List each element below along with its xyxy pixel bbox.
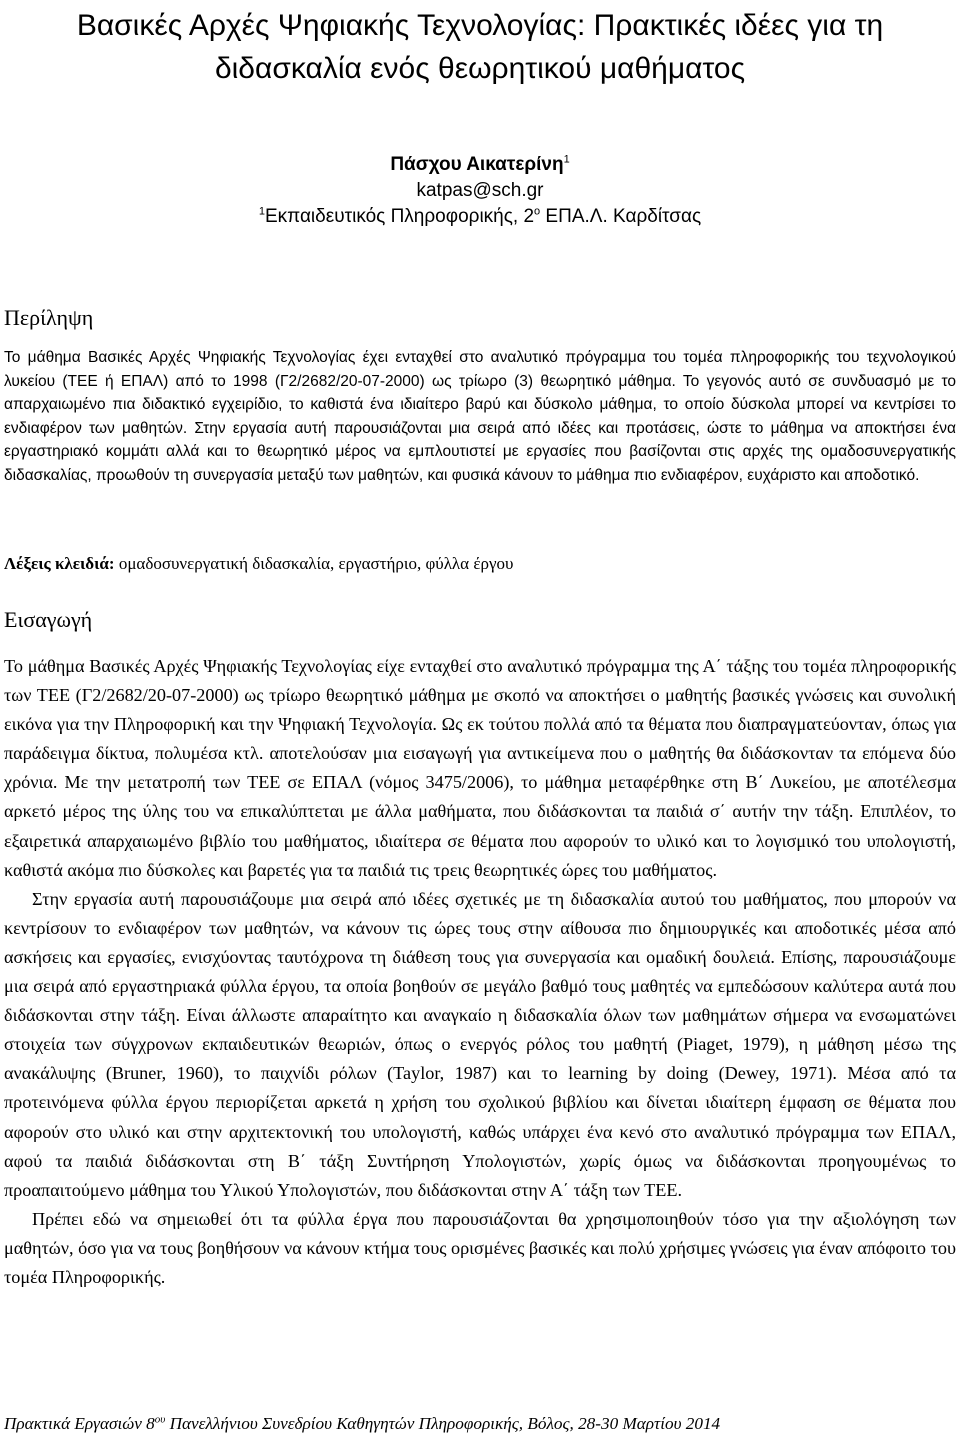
intro-paragraph-2: Στην εργασία αυτή παρουσιάζουμε μια σειρά από ιδέες σχετικές με τη διδασκαλία αυτού του μαθήματος, που μπορούν να κεντρίσουν το ενδιαφέρον των μαθητών, να κάνουν τις ώρες τους στην αίθουσα πιο δημιουργικές και αποδοτικές μέσα από ασκήσεις και εργασίες, ενισχύοντας ταυτόχρονα τη διάθεση τους για συνεργασία και ομαδική δουλειά. Επίσης, παρουσιάζουμε μια σειρά από εργαστηριακά φύλλα έργου, τα οποία βοηθούν σε μεγάλο βαθμό τους μαθητές να εμπεδώσουν καλύτερα αυτά που διδάσκονται στην τάξη. Είναι άλλωστε απαραίτητο και αναγκαίο η διδασκαλία όλων των μαθημάτων σήμερα να ενσωματώνει στοιχεία των σύγχρονων εκπαιδευτικών θεωριών, όπως ο ενεργός ρόλος του μαθητή (Piaget, 1979), η μάθηση μέσω της ανακάλυψης (Bruner, 1960), το παιχνίδι ρόλων (Taylor, 1987) και το learning by doing (Dewey, 1971). Μέσα από τα προτεινόμενα φύλλα έργου περιορίζεται αρκετά η χρήση του σχολικού βιβλίου και δίνεται ιδιαίτερη έμφαση σε θέματα που αφορούν στο υλικό και στην αρχιτεκτονική του υπολογιστή, καθώς υπάρχει ένα κενό στο αναλυτικό πρόγραμμα των ΕΠΑΛ, αφού τα παιδιά διδάσκονται στη Β΄ τάξη Συντήρηση Υπολογιστών, χωρίς όμως να διδάσκονται προηγουμένως το προαπαιτούμενο μάθημα του Υλικού Υπολογιστών, που διδάσκονται στην Α΄ τάξη των ΤΕΕ. — [4, 888, 956, 1200]
author-email: katpas@sch.gr — [416, 180, 544, 201]
affiliation-school: ΕΠΑ.Λ. Καρδίτσας — [540, 206, 702, 227]
introduction-body — [4, 652, 956, 1292]
keywords-text: ομαδοσυνεργατική διδασκαλία, εργαστήριο, φύλλα έργου — [114, 554, 514, 573]
affiliation-mark: 1 — [563, 153, 570, 166]
ordinal-superscript: ο — [534, 205, 541, 218]
page-footer — [4, 1412, 956, 1436]
abstract-heading: Περίληψη — [4, 305, 94, 330]
abstract-text: Το μάθημα Βασικές Αρχές Ψηφιακής Τεχνολογίας έχει ενταχθεί στο αναλυτικό πρόγραμμα του τομέα πληροφορικής του τεχνολογικού λυκείου (ΤΕΕ ή ΕΠΑΛ) από το 1998 (Γ2/2682/20-07-2000) ως τρίωρο (3) θεωρητικό μάθημα. Το γεγονός αυτό σε συνδυασμό με το απαρχαιωμένο πια διδακτικό εγχειρίδιο, το καθιστά ένα ιδιαίτερο βαρύ και δύσκολο μάθημα, το οποίο δύσκολα μπορεί να κεντρίσει το ενδιαφέρον των μαθητών. Στην εργασία αυτή παρουσιάζονται μια σειρά από ιδέες και προτάσεις, ώστε το μάθημα να αποκτήσει ένα εργαστηριακό κομμάτι αλλά και το θεωρητικό μέρος να εμπλουτιστεί με εργασίες που βασίζονται στις αρχές της ομαδοσυνεργατικής διδασκαλίας, προωθούν τη συνεργασία μεταξύ των μαθητών, και φυσικά κάνουν το μάθημα πιο ενδιαφέρον, ευχάριστο και αποδοτικό. — [4, 349, 956, 484]
paper-title: Βασικές Αρχές Ψηφιακής Τεχνολογίας: Πρακτικές ιδέες για τη διδασκαλία ενός θεωρητικού μαθήματος — [76, 9, 884, 85]
author-line — [0, 152, 960, 178]
footer-text: Πρακτικά Εργασιών 8 — [4, 1414, 155, 1433]
footer-text-rest: Πανελλήνιου Συνεδρίου Καθηγητών Πληροφορικής, Βόλος, 28-30 Μαρτίου 2014 — [165, 1414, 721, 1433]
affiliation-mark-ref: 1 — [258, 205, 265, 218]
affiliation-text: Εκπαιδευτικός Πληροφορικής, 2 — [264, 206, 535, 227]
footer-superscript: ου — [154, 1413, 166, 1426]
introduction-heading: Εισαγωγή — [4, 607, 93, 632]
author-affiliation — [0, 204, 960, 230]
author-name: Πάσχου Αικατερίνη — [390, 154, 564, 175]
intro-paragraph-3: Πρέπει εδώ να σημειωθεί ότι τα φύλλα έργα που παρουσιάζονται θα χρησιμοποιηθούν τόσο για την αξιολόγηση των μαθητών, όσο για να τους βοηθήσουν να κάνουν κτήμα τους ορισμένες βασικές και πολύ χρήσιμες γνώσεις για έναν απόφοιτο του τομέα Πληροφορικής. — [4, 1208, 956, 1287]
intro-paragraph-1: Το μάθημα Βασικές Αρχές Ψηφιακής Τεχνολογίας είχε ενταχθεί στο αναλυτικό πρόγραμμα της Α΄ τάξης του τομέα πληροφορικής των ΤΕΕ (Γ2/2682/20-07-2000) ως τρίωρο θεωρητικό μάθημα με σκοπό να αποκτήσει ο μαθητής βασικές γνώσεις και συνολική εικόνα για την Πληροφορική και την Ψηφιακή Τεχνολογία. Ως εκ τούτου πολλά από τα θέματα που διαπραγματεύονταν, όπως για παράδειγμα δίκτυα, πολυμέσα κτλ. αποτελούσαν μια εισαγωγή για αντικείμενα που ο μαθητής θα διδάσκονταν τα επόμενα δύο χρόνια. Με την μετατροπή των ΤΕΕ σε ΕΠΑΛ (νόμος 3475/2006), το μάθημα μεταφέρθηκε στη Β΄ Λυκείου, με αποτέλεσμα αρκετό μέρος της ύλης του να επικαλύπτεται με άλλα μαθήματα, που διδάσκονται τα παιδιά σ΄ αυτήν την τάξη. Επιπλέον, το εξαιρετικά απαρχαιωμένο βιβλίο του μαθήματος, ιδιαίτερα σε θέματα που αφορούν το υλικό και το λογισμικό του υπολογιστή, καθιστά ακόμα πιο δύσκολες και βαρετές για τα παιδιά τις τρεις θεωρητικές ώρες του μαθήματος. — [4, 656, 956, 880]
author-block — [0, 152, 960, 230]
keywords-line — [4, 552, 956, 576]
keywords-label: Λέξεις κλειδιά: — [4, 554, 115, 573]
